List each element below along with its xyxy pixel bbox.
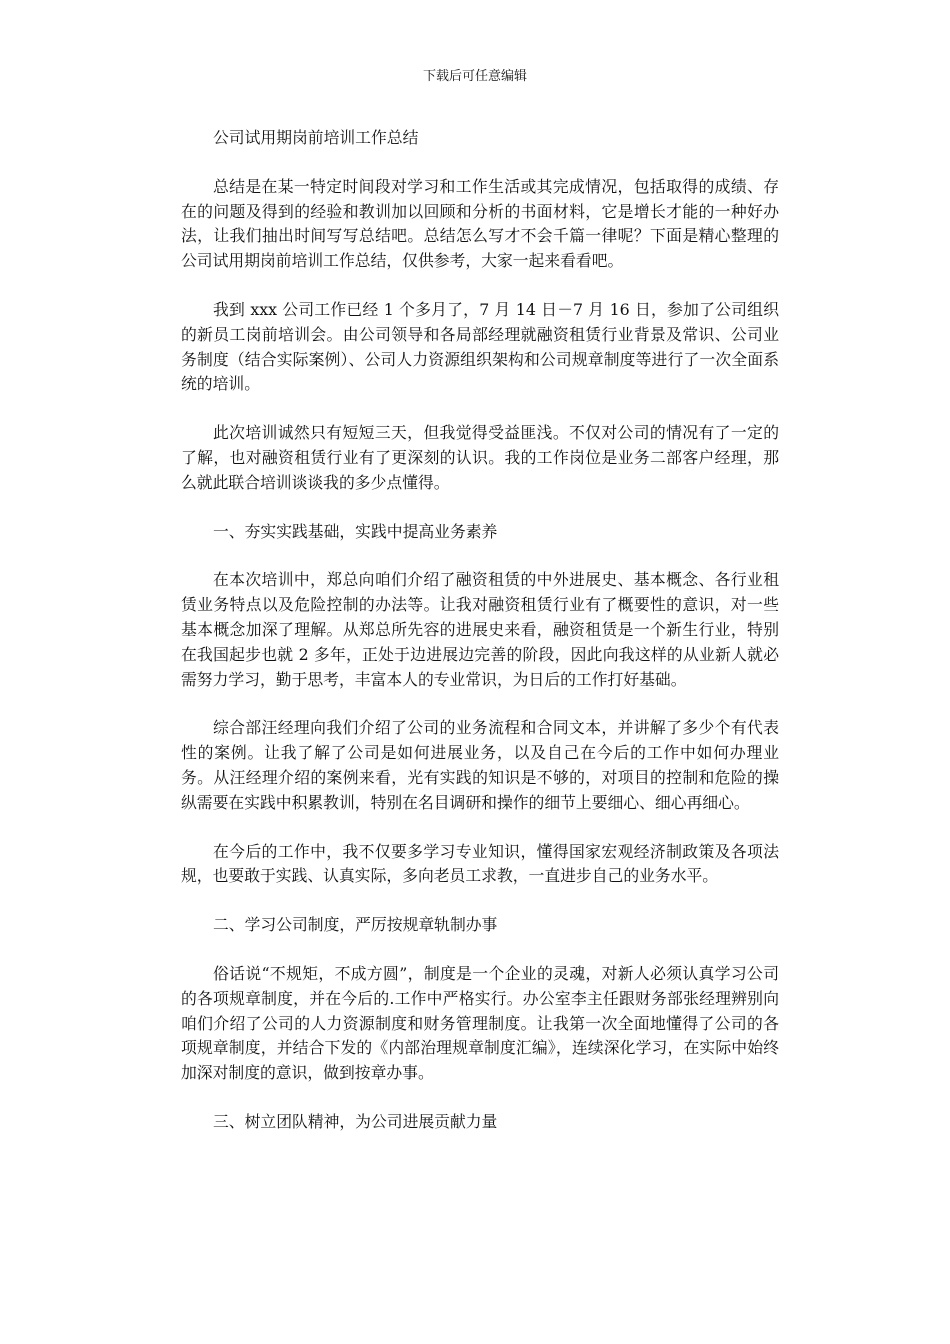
paragraph-background: 我到 xxx 公司工作已经 1 个多月了，7 月 14 日－7 月 16 日，参加了公司组织的新员工岗前培训会。由公司领导和各局部经理就融资租赁行业背景及常识、公司业务制度（结合实际案例）、公司人力资源组织架构和公司规章制度等进行了一次全面系统的培训。 [181, 299, 779, 394]
paragraph-section1-c: 在今后的工作中，我不仅要多学习专业知识，懂得国家宏观经济制政策及各项法规，也要敢于实践、认真实际，多向老员工求教，一直进步自己的业务水平。 [181, 841, 779, 886]
section-heading-3: 三、树立团队精神，为公司进展贡献力量 [213, 1111, 498, 1131]
paragraph-intro: 总结是在某一特定时间段对学习和工作生活或其完成情况，包括取得的成绩、存在的问题及得到的经验和教训加以回顾和分析的书面材料，它是增长才能的一种好办法，让我们抽出时间写写总结吧。总结怎么写才不会千篇一律呢？下面是精心整理的公司试用期岗前培训工作总结，仅供参考，大家一起来看看吧。 [181, 176, 779, 271]
paragraph-section2-a: 俗话说“不规矩，不成方圆”，制度是一个企业的灵魂，对新人必须认真学习公司的各项规章制度，并在今后的.工作中严格实行。办公室李主任跟财务部张经理辨别向咱们介绍了公司的人力资源制度和财务管理制度。让我第一次全面地懂得了公司的各项规章制度，并结合下发的《内部治理规章制度汇编》，连续深化学习，在实际中始终加深对制度的意识，做到按章办事。 [181, 963, 779, 1083]
section-heading-1: 一、夯实实践基础，实践中提高业务素养 [213, 521, 498, 541]
header-note: 下载后可任意编辑 [422, 69, 527, 84]
document-body [181, 126, 779, 1135]
paragraph-benefit: 此次培训诚然只有短短三天，但我觉得受益匪浅。不仅对公司的情况有了一定的了解，也对融资租赁行业有了更深刻的认识。我的工作岗位是业务二部客户经理，那么就此联合培训谈谈我的多少点懂得。 [181, 423, 779, 492]
document-title: 公司试用期岗前培训工作总结 [213, 128, 419, 147]
paragraph-section1-b: 综合部汪经理向我们介绍了公司的业务流程和合同文本，并讲解了多少个有代表性的案例。让我了解了公司是如何进展业务，以及自己在今后的工作中如何办理业务。从汪经理介绍的案例来看，光有实践的知识是不够的，对项目的控制和危险的操纵需要在实践中积累教训，特别在名目调研和操作的细节上要细心、细心再细心。 [181, 718, 779, 812]
paragraph-section1-a: 在本次培训中，郑总向咱们介绍了融资租赁的中外进展史、基本概念、各行业租赁业务特点以及危险控制的办法等。让我对融资租赁行业有了概要性的意识，对一些基本概念加深了理解。从郑总所先容的进展史来看，融资租赁是一个新生行业，特别在我国起步也就 2 多年，正处于边进展边完善的阶段，因此向我这样的从业新人就必需努力学习，勤于思考，丰富本人的专业常识，为日后的工作打好基础。 [181, 570, 779, 689]
section-heading-2: 二、学习公司制度，严厉按规章轨制办事 [213, 915, 498, 935]
